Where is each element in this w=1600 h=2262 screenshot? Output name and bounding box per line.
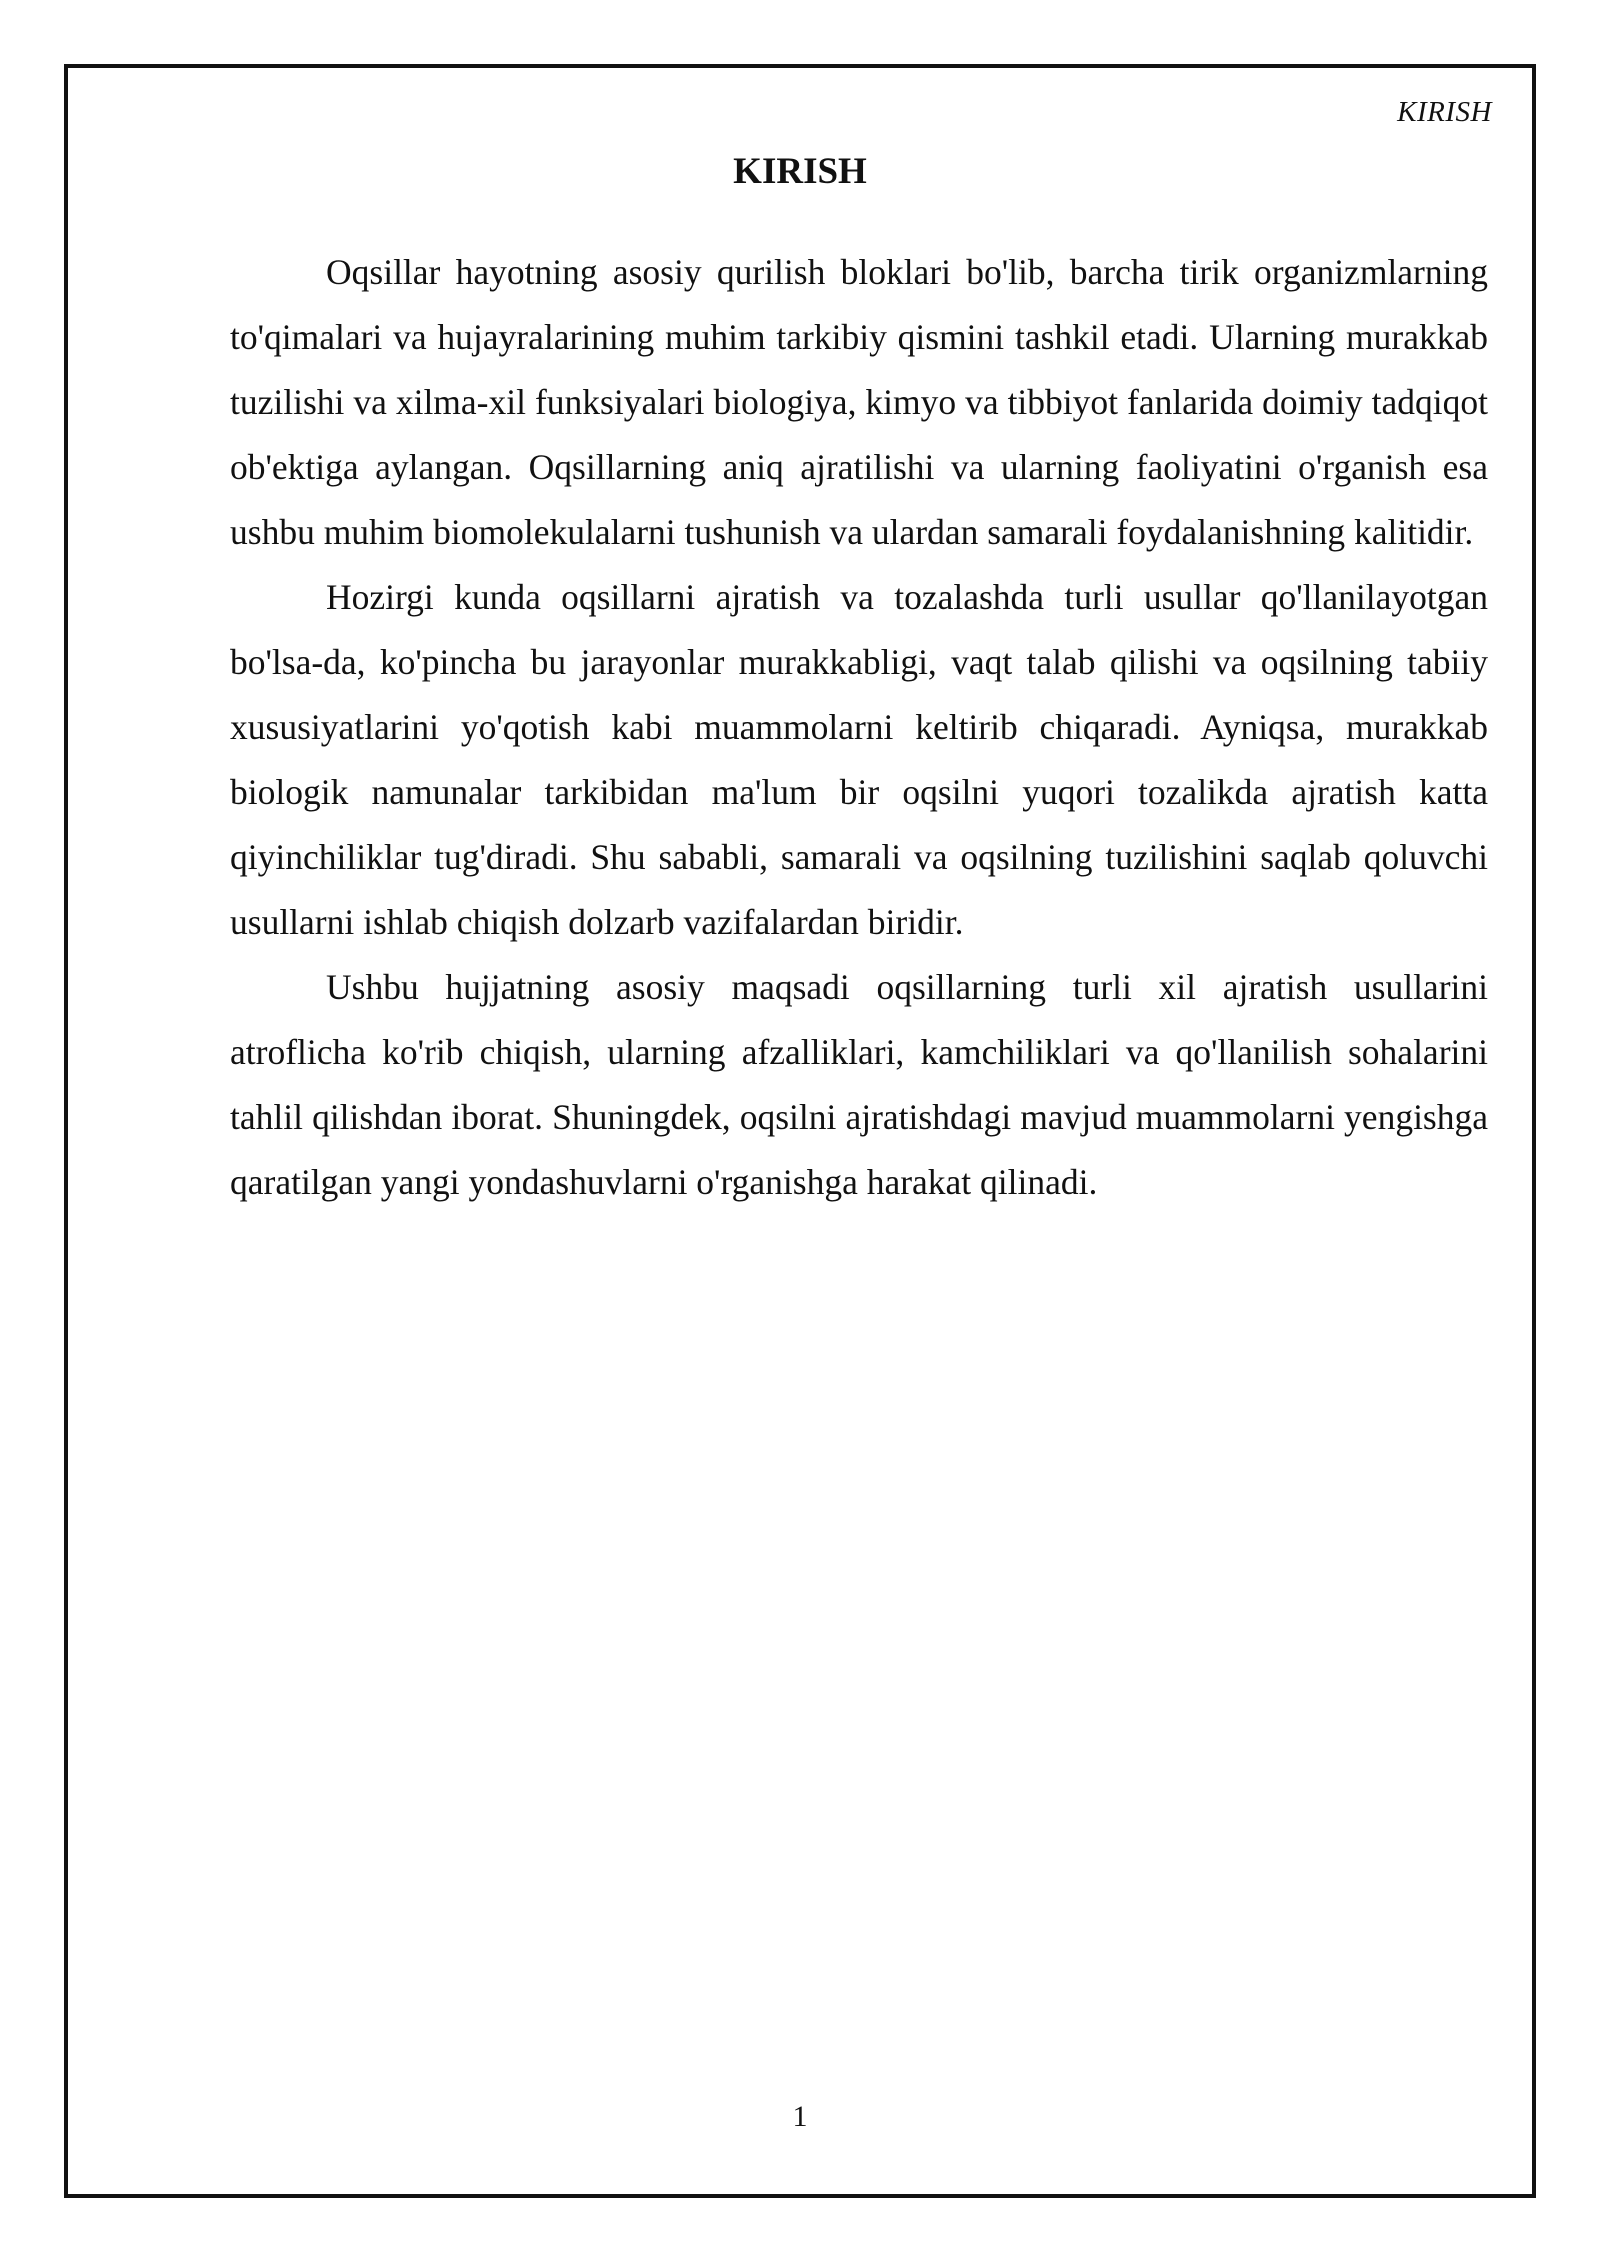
page-number: 1 bbox=[792, 2100, 808, 2133]
paragraph: Ushbu hujjatning asosiy maqsadi oqsillarning turli xil ajratish usullarini atroflicha ko'rib chiqish, ularning afzalliklari, kamchiliklari va qo'llanilish sohalarini tahlil qilishdan iborat. Shuningdek, oqsilni ajratishdagi mavjud muammolarni yengishga qaratilgan yangi yondashuvlarni o'rganishga harakat qilinadi. bbox=[230, 967, 1488, 1202]
paragraph: Oqsillar hayotning asosiy qurilish bloklari bo'lib, barcha tirik organizmlarning to'qimalari va hujayralarining muhim tarkibiy qismini tashkil etadi. Ularning murakkab tuzilishi va xilma-xil funksiyalari biologiya, kimyo va tibbiyot fanlarida doimiy tadqiqot ob'ektiga aylangan. Oqsillarning aniq ajratilishi va ularning faoliyatini o'rganish esa ushbu muhim biomolekulalarni tushunish va ulardan samarali foydalanishning kalitidir. bbox=[230, 252, 1488, 552]
paragraph: Hozirgi kunda oqsillarni ajratish va tozalashda turli usullar qo'llanilayotgan bo'lsa-da, ko'pincha bu jarayonlar murakkabligi, vaqt talab qilishi va oqsilning tabiiy xususiyatlarini yo'qotish kabi muammolarni keltirib chiqaradi. Ayniqsa, murakkab biologik namunalar tarkibidan ma'lum bir oqsilni yuqori tozalikda ajratish katta qiyinchiliklar tug'diradi. Shu sababli, samarali va oqsilning tuzilishini saqlab qoluvchi usullarni ishlab chiqish dolzarb vazifalardan biridir. bbox=[230, 577, 1488, 942]
body-text bbox=[230, 240, 1488, 1215]
page-title: KIRISH bbox=[733, 151, 867, 192]
running-header: KIRISH bbox=[1397, 96, 1492, 128]
